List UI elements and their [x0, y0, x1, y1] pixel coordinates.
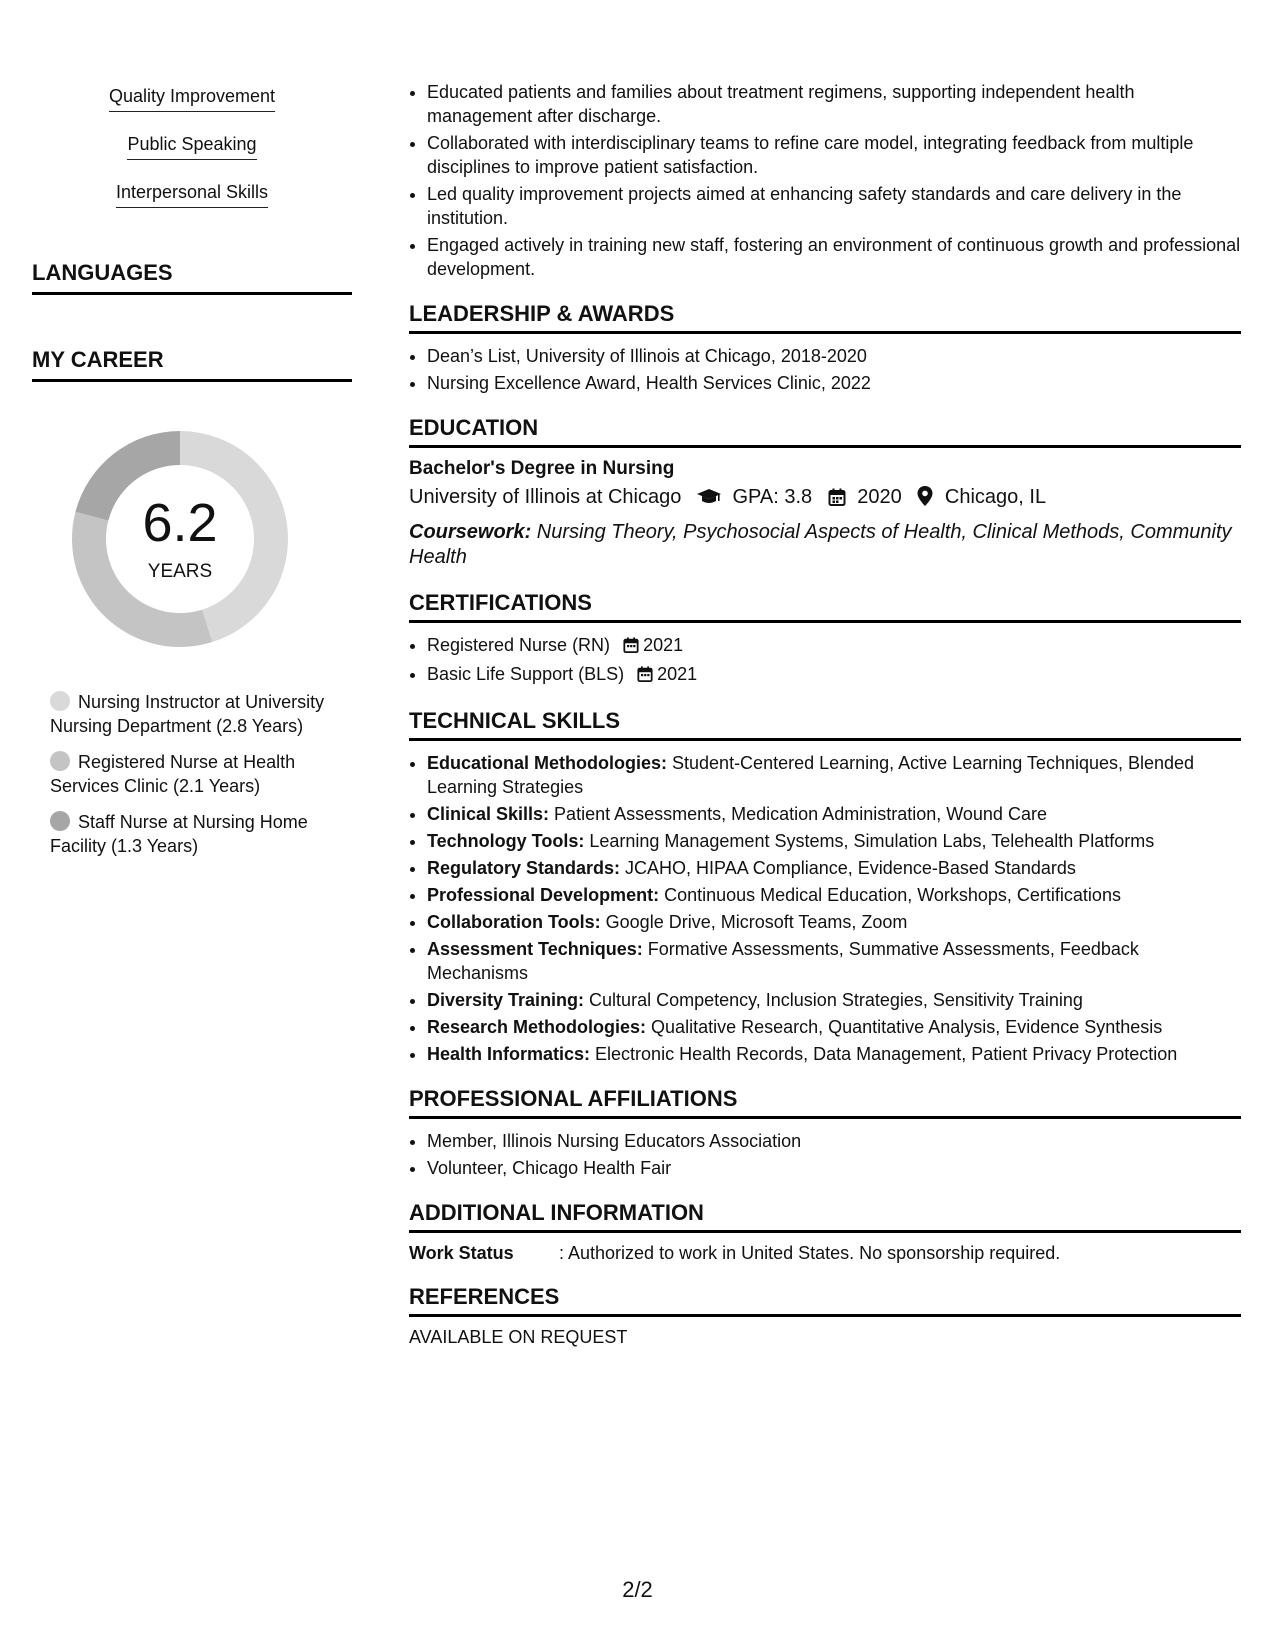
- technical-skill-item: • Health Informatics: Electronic Health Records, Data Management, Patient Privacy Protection: [427, 1042, 1241, 1066]
- career-donut-chart: [65, 424, 295, 654]
- right-column: [409, 80, 1241, 1348]
- career-heading: MY CAREER: [32, 347, 352, 382]
- certifications-heading: CERTIFICATIONS: [409, 590, 1241, 623]
- certifications-list: [409, 633, 1241, 688]
- calendar-icon: [637, 664, 653, 688]
- additional-info-heading: ADDITIONAL INFORMATION: [409, 1200, 1241, 1233]
- affiliation-item: • Member, Illinois Nursing Educators Association: [427, 1129, 1241, 1153]
- school-name: University of Illinois at Chicago: [409, 486, 682, 508]
- career-legend: [50, 690, 340, 858]
- career-unit: YEARS: [147, 561, 213, 582]
- technical-skill-item: • Educational Methodologies: Student-Centered Learning, Active Learning Techniques, Blended Learning Strategies: [427, 751, 1241, 799]
- location-pin-icon: [917, 486, 933, 512]
- leadership-heading: LEADERSHIP & AWARDS: [409, 301, 1241, 334]
- page-number: 2/2: [622, 1577, 653, 1602]
- calendar-icon: [623, 635, 639, 659]
- graduation-cap-icon: [697, 488, 721, 512]
- technical-skill-item: • Research Methodologies: Qualitative Research, Quantitative Analysis, Evidence Synthesis: [427, 1015, 1241, 1039]
- technical-skill-item: • Diversity Training: Cultural Competency, Inclusion Strategies, Sensitivity Training: [427, 988, 1241, 1012]
- gpa: GPA: 3.8: [732, 486, 813, 508]
- technical-skill-item: • Regulatory Standards: JCAHO, HIPAA Compliance, Evidence-Based Standards: [427, 856, 1241, 880]
- legend-item: Staff Nurse at Nursing Home Facility (1.3 Years): [50, 812, 308, 856]
- legend-item: Registered Nurse at Health Services Clinic (2.1 Years): [50, 752, 296, 796]
- technical-skill-item: • Collaboration Tools: Google Drive, Microsoft Teams, Zoom: [427, 910, 1241, 934]
- skill-item: Quality Improvement: [32, 86, 352, 112]
- languages-heading: LANGUAGES: [32, 260, 352, 295]
- experience-bullet: • Collaborated with interdisciplinary teams to refine care model, integrating feedback from multiple disciplines to improve patient satisfaction.: [427, 131, 1241, 179]
- experience-bullet: • Educated patients and families about treatment regimens, supporting independent health management after discharge.: [427, 80, 1241, 128]
- school-location: Chicago, IL: [944, 486, 1047, 508]
- technical-skill-item: • Clinical Skills: Patient Assessments, Medication Administration, Wound Care: [427, 802, 1241, 826]
- calendar-icon: [828, 488, 846, 512]
- affiliations-heading: PROFESSIONAL AFFILIATIONS: [409, 1086, 1241, 1119]
- career-total: 6.2: [142, 493, 218, 553]
- legend-item: Nursing Instructor at University Nursing Department (2.8 Years): [50, 692, 325, 736]
- leadership-item: • Dean’s List, University of Illinois at Chicago, 2018-2020: [427, 344, 1241, 368]
- references-heading: REFERENCES: [409, 1284, 1241, 1317]
- experience-bullet: • Led quality improvement projects aimed at enhancing safety standards and care delivery in the institution.: [427, 182, 1241, 230]
- affiliation-item: • Volunteer, Chicago Health Fair: [427, 1156, 1241, 1180]
- technical-skill-item: • Professional Development: Continuous Medical Education, Workshops, Certifications: [427, 883, 1241, 907]
- coursework-label: Coursework:: [409, 521, 532, 543]
- certification-item: • Basic Life Support (BLS) 2021: [427, 662, 1241, 688]
- legend-dot: [50, 751, 70, 771]
- technical-skills-list: [409, 751, 1241, 1066]
- affiliations-list: [409, 1129, 1241, 1180]
- coursework: [409, 520, 1241, 570]
- education-heading: EDUCATION: [409, 415, 1241, 448]
- references-text: AVAILABLE ON REQUEST: [409, 1327, 628, 1347]
- degree-title: Bachelor's Degree in Nursing: [409, 458, 675, 479]
- graduation-year: 2020: [857, 486, 902, 508]
- leadership-list: [409, 344, 1241, 395]
- technical-skill-item: • Technology Tools: Learning Management Systems, Simulation Labs, Telehealth Platforms: [427, 829, 1241, 853]
- work-status-value: : Authorized to work in United States. No sponsorship required.: [559, 1243, 1061, 1263]
- experience-list: [409, 80, 1241, 281]
- work-status-row: [409, 1243, 1241, 1264]
- technical-skill-item: • Assessment Techniques: Formative Assessments, Summative Assessments, Feedback Mechanisms: [427, 937, 1241, 985]
- leadership-item: • Nursing Excellence Award, Health Services Clinic, 2022: [427, 371, 1241, 395]
- experience-bullet: • Engaged actively in training new staff, fostering an environment of continuous growth and professional development.: [427, 233, 1241, 281]
- work-status-label: Work Status: [409, 1243, 514, 1263]
- technical-skills-heading: TECHNICAL SKILLS: [409, 708, 1241, 741]
- skill-item: Interpersonal Skills: [32, 182, 352, 208]
- education-details: [409, 486, 1241, 512]
- coursework-text: Nursing Theory, Psychosocial Aspects of Health, Clinical Methods, Community Health: [409, 521, 1232, 568]
- legend-dot: [50, 811, 70, 831]
- skill-item: Public Speaking: [32, 134, 352, 160]
- certification-item: • Registered Nurse (RN) 2021: [427, 633, 1241, 659]
- left-column: [32, 86, 352, 870]
- legend-dot: [50, 691, 70, 711]
